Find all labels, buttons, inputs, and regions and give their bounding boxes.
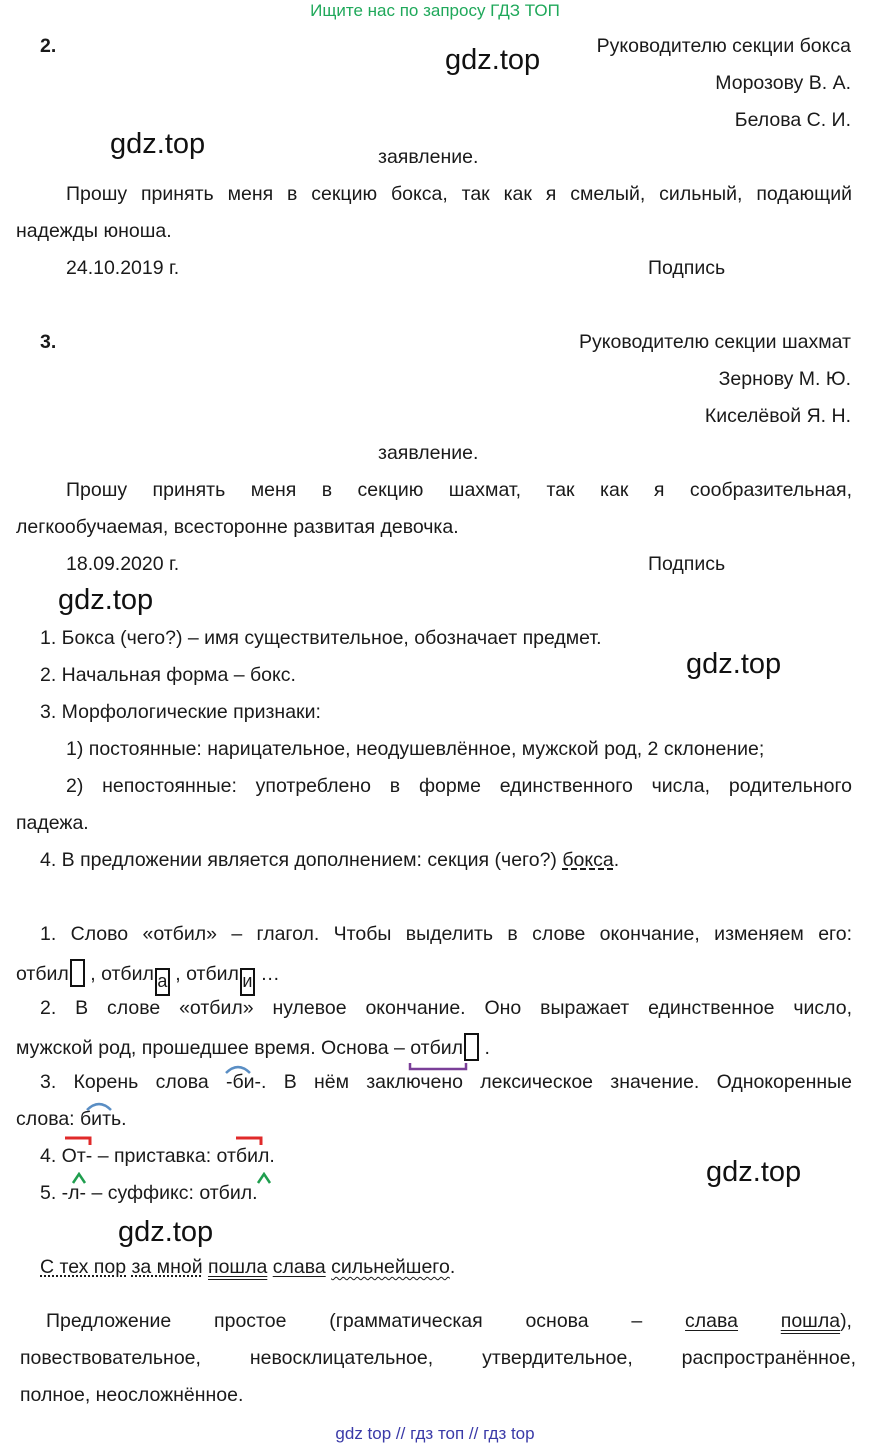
morph-item-2: 2. Начальная форма – бокс. — [40, 664, 296, 686]
word-analysis-5: 5. -л- – суффикс: отбил. — [40, 1182, 258, 1204]
ending-box: а — [155, 968, 170, 996]
suffix-mark-icon — [256, 1172, 272, 1184]
root-arc-icon — [223, 1062, 253, 1074]
ending-box: и — [240, 968, 255, 996]
suffix-mark-icon — [71, 1172, 87, 1184]
morph-item-1: 1. Бокса (чего?) – имя существительное, обозначает предмет. — [40, 627, 602, 649]
word-analysis-2: 2. В слове «отбил» нулевое окончание. Оно выражает единственное число, — [40, 997, 852, 1019]
adverbial: за мной — [131, 1256, 203, 1278]
task-3-signature: Подпись — [648, 553, 726, 575]
task-2-number: 2. — [40, 35, 57, 57]
object-word: бокса — [562, 849, 614, 871]
morph-item-3-2-cont: падежа. — [16, 812, 89, 834]
subject: слава — [272, 1256, 326, 1278]
attribute: сильнейшего — [331, 1256, 450, 1278]
watermark: gdz.top — [58, 584, 154, 616]
prefix-mark-icon — [63, 1136, 93, 1146]
prefix-mark-icon — [234, 1136, 264, 1146]
watermark: gdz.top — [118, 1216, 214, 1248]
watermark: gdz.top — [706, 1156, 802, 1188]
task-3-body-line: Прошу принять меня в секцию шахмат, так как я сообразительная, — [66, 479, 852, 501]
task-3-date: 18.09.2020 г. — [66, 553, 180, 575]
morph-item-3-1: 1) постоянные: нарицательное, неодушевлённое, мужской род, 2 склонение; — [66, 738, 765, 760]
ending-box — [464, 1033, 479, 1061]
watermark: gdz.top — [686, 648, 782, 680]
sentence-analysis-line: Предложение простое (грамматическая основа – слава пошла), — [46, 1310, 852, 1332]
task-2-addressee-name: Морозову В. А. — [715, 72, 851, 94]
stem-word: отбил — [410, 1037, 463, 1059]
task-3-addressee: Руководителю секции шахмат — [578, 331, 851, 353]
task-2-heading: заявление. — [378, 146, 479, 168]
sentence-analysis-line: полное, неосложнённое. — [20, 1384, 244, 1406]
bottom-links[interactable]: gdz top // гдз топ // гдз top — [335, 1424, 535, 1443]
ending-box — [70, 959, 85, 987]
task-2-addressee: Руководителю секции бокса — [596, 35, 851, 57]
parsed-sentence: С тех пор за мной пошла слава сильнейшего. — [40, 1256, 456, 1278]
top-search-hint[interactable]: Ищите нас по запросу ГДЗ ТОП — [310, 1, 560, 20]
word-analysis-3: 3. Корень слова -би-. В нём заключено лексическое значение. Однокоренные — [40, 1071, 852, 1093]
task-3-heading: заявление. — [378, 442, 479, 464]
task-3-body-line: легкообучаемая, всесторонне развитая девочка. — [16, 516, 459, 538]
task-2-body-line: Прошу принять меня в секцию бокса, так как я смелый, сильный, подающий — [66, 183, 852, 205]
morph-item-3: 3. Морфологические признаки: — [40, 701, 321, 723]
predicate: пошла — [780, 1310, 841, 1332]
word-analysis-3-cont: слова: бить. — [16, 1108, 127, 1130]
adverbial: С тех пор — [40, 1256, 127, 1278]
task-3-addressee-name: Зернову М. Ю. — [718, 368, 851, 390]
task-2-signature: Подпись — [648, 257, 726, 279]
morph-item-3-2: 2) непостоянные: употреблено в форме единственного числа, родительного — [66, 775, 852, 797]
root-arc-icon — [84, 1099, 114, 1111]
word-forms: отбил , отбил а , отбил и … — [16, 959, 280, 996]
task-2-sender: Белова С. И. — [734, 109, 851, 131]
word-analysis-1: 1. Слово «отбил» – глагол. Чтобы выделить в слове окончание, изменяем его: — [40, 923, 852, 945]
task-3-number: 3. — [40, 331, 57, 353]
watermark: gdz.top — [110, 128, 206, 160]
watermark: gdz.top — [445, 44, 541, 76]
sentence-analysis-line: повествовательное, невосклицательное, утвердительное, распространённое, — [20, 1347, 856, 1369]
task-2-body-line: надежды юноша. — [16, 220, 172, 242]
predicate: пошла — [208, 1256, 268, 1278]
task-2-date: 24.10.2019 г. — [66, 257, 180, 279]
morph-item-4: 4. В предложении является дополнением: секция (чего?) бокса. — [40, 849, 620, 871]
task-3-sender: Киселёвой Я. Н. — [704, 405, 851, 427]
word-analysis-2-cont: мужской род, прошедшее время. Основа – отбил . — [16, 1033, 490, 1061]
word-analysis-4: 4. От- – приставка: отбил. — [40, 1145, 275, 1167]
subject: слава — [685, 1310, 739, 1332]
